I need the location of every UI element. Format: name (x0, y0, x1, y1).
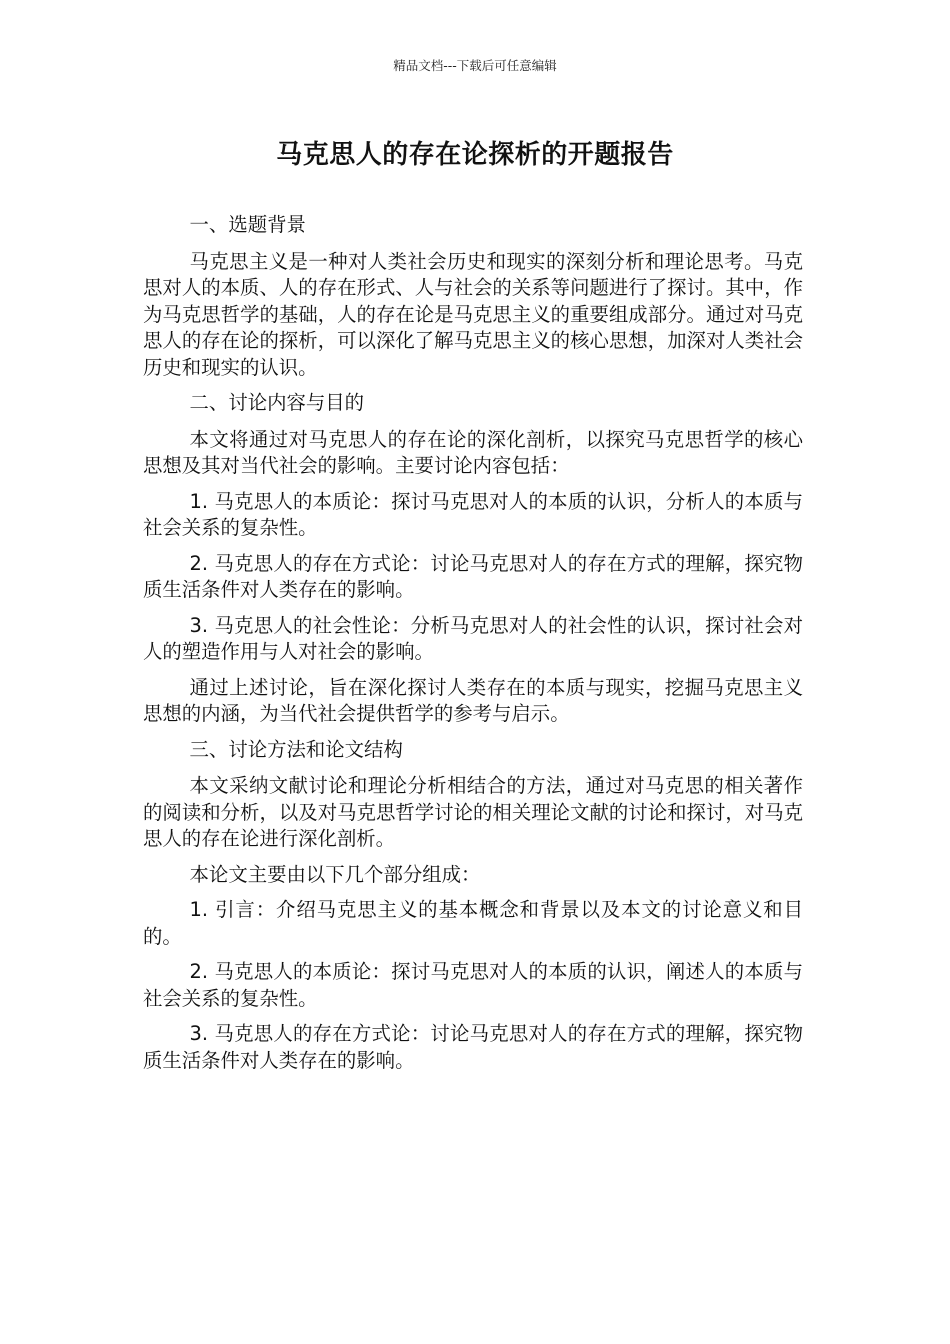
section-heading-background: 一、选题背景 (189, 213, 306, 236)
paragraph-content-summary: 通过上述讨论，旨在深化探讨人类存在的本质与现实，挖掘马克思主义思想的内涵，为当代社会提供哲学的参考与启示。 (143, 675, 803, 725)
list-item-structure-2: 2. 马克思人的本质论：探讨马克思对人的本质的认识，阐述人的本质与社会关系的复杂性。 (143, 960, 803, 1010)
paragraph-content-intro: 本文将通过对马克思人的存在论的深化剖析，以探究马克思哲学的核心思想及其对当代社会的影响。主要讨论内容包括： (143, 427, 803, 477)
paragraph-structure-intro: 本论文主要由以下几个部分组成： (189, 862, 481, 886)
document-body (143, 212, 803, 1083)
section-heading-method: 三、讨论方法和论文结构 (189, 737, 403, 761)
list-item-content-3: 3. 马克思人的社会性论：分析马克思对人的社会性的认识，探讨社会对人的塑造作用与人对社会的影响。 (143, 613, 803, 663)
list-item-structure-3: 3. 马克思人的存在方式论：讨论马克思对人的存在方式的理解，探究物质生活条件对人类存在的影响。 (143, 1022, 803, 1072)
paragraph-method: 本文采纳文献讨论和理论分析相结合的方法，通过对马克思的相关著作的阅读和分析，以及对马克思哲学讨论的相关理论文献的讨论和探讨，对马克思人的存在论进行深化剖析。 (143, 774, 803, 850)
list-item-structure-1: 1. 引言：介绍马克思主义的基本概念和背景以及本文的讨论意义和目的。 (143, 898, 803, 948)
list-item-content-1: 1. 马克思人的本质论：探讨马克思对人的本质的认识，分析人的本质与社会关系的复杂性。 (143, 489, 803, 539)
page-header: 精品文档---下载后可任意编辑 (393, 58, 557, 73)
section-heading-content: 二、讨论内容与目的 (189, 391, 365, 414)
paragraph-background: 马克思主义是一种对人类社会历史和现实的深刻分析和理论思考。马克思对人的本质、人的存在形式、人与社会的关系等问题进行了探讨。其中，作为马克思哲学的基础，人的存在论是马克思主义的重要组成部分。通过对马克思人的存在论的探析，可以深化了解马克思主义的核心思想，加深对人类社会历史和现实的认识。 (143, 249, 803, 379)
list-item-content-2: 2. 马克思人的存在方式论：讨论马克思对人的存在方式的理解，探究物质生活条件对人类存在的影响。 (143, 551, 803, 601)
document-title: 马克思人的存在论探析的开题报告 (276, 140, 674, 170)
